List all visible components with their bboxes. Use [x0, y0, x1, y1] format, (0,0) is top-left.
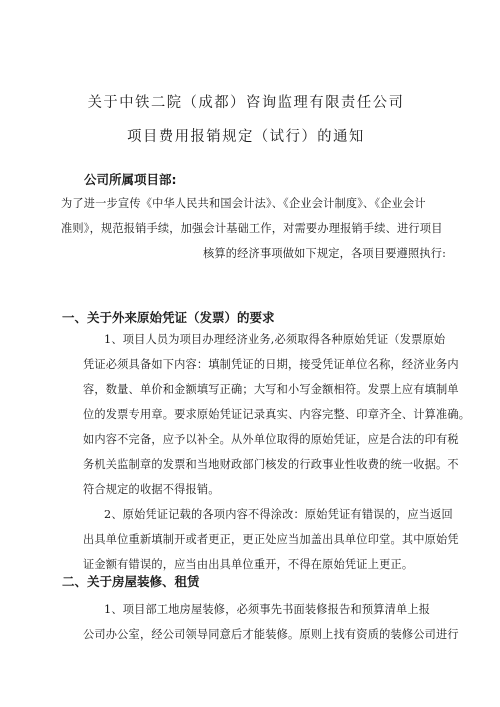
intro-line: 为了进一步宣传《中华人民共和国会计法》、《企业会计制度》、《企业会计 — [61, 197, 426, 210]
paragraph-line: 1、项目人员为项目办理经济业务,必须取得各种原始凭证（发票原始 — [104, 333, 446, 346]
paragraph-line: 2、原始凭证记载的各项内容不得涂改：原始凭证有错误的，应当返回 — [104, 508, 453, 521]
document-title-line-1: 关于中铁二院（成都）咨询监理有限责任公司 — [87, 95, 405, 111]
paragraph-line: 位的发票专用章。要求原始凭证记录真实、内容完整、印章齐全、计算准确。 — [83, 408, 471, 421]
paragraph-line: 如内容不完备，应予以补全。从外单位取得的原始凭证，应是合法的印有税 — [83, 433, 459, 446]
paragraph-line: 公司办公室，经公司领导同意后才能装修。原则上找有资质的装修公司进行 — [83, 628, 459, 641]
paragraph-line: 务机关监制章的发票和当地财政部门核发的行政事业性收费的统一收据。不 — [83, 458, 459, 471]
document-title-line-2: 项目费用报销规定（试行）的通知 — [127, 129, 365, 145]
section-heading-1: 一、关于外来原始凭证（发票）的要求 — [62, 310, 275, 325]
paragraph-line: 容，数量、单价和金额填写正确；大写和小写金额相符。发票上应有填制单 — [83, 383, 459, 396]
paragraph-line: 证金额有错误的，应当由出具单位重开，不得在原始凭证上更正。 — [83, 558, 414, 571]
salutation: 公司所属项目部: — [84, 172, 177, 187]
intro-line: 核算的经济事项做如下规定，各项目要遵照执行: — [203, 247, 447, 260]
paragraph-line: 符合规定的收据不得报销。 — [83, 483, 220, 496]
section-heading-2: 二、关于房屋装修、租赁 — [62, 574, 200, 589]
paragraph-line: 出具单位重新填制开或者更正，更正处应当加盖出具单位印堂。其中原始凭 — [83, 533, 459, 546]
paragraph-line: 1、项目部工地房屋装修，必须事先书面装修报告和预算清单上报 — [104, 603, 431, 616]
intro-line: 准则》，规范报销手续，加强会计基础工作，对需要办理报销手续、进行项目 — [61, 222, 443, 235]
paragraph-line: 凭证必须具备如下内容：填制凭证的日期，接受凭证单位名称，经济业务内 — [83, 358, 459, 371]
